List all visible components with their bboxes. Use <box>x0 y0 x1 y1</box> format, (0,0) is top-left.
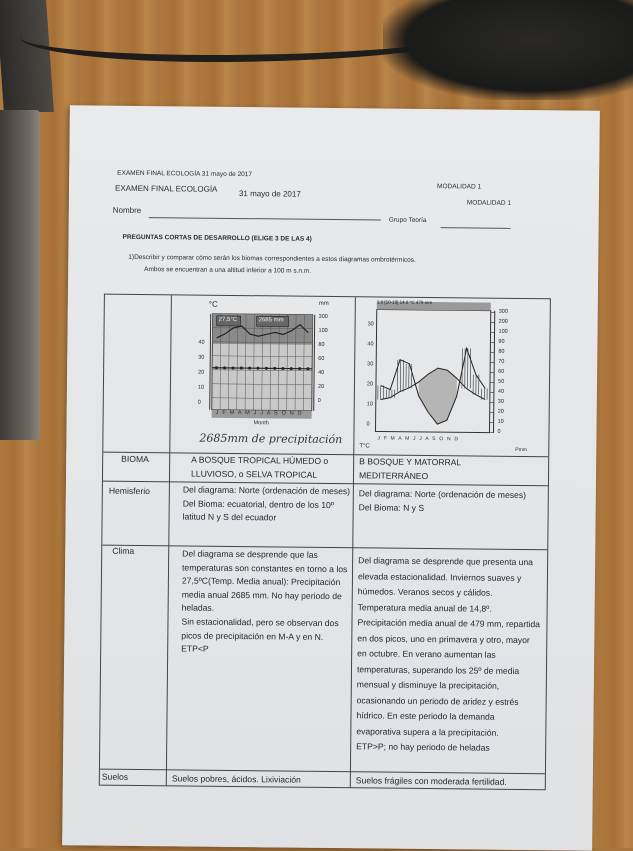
clima-b: Del diagrama se desprende que presenta una elevada estacionalidad. Inviernos suaves y húmedos. Veranos secos y cálidos. Temperatura media anual de 14,8º. Precipitación media anual de 479 mm, repartida en dos picos, uno en primavera y otro, mayor en octubre. En verano aumentan las temperaturas, superando los 25º de media mensual y disminuye la precipitación, ocasionando un periodo de aridez y estrés hídrico. En este periodo la demanda evaporativa supera a la precipitación. ETP>P; no hay periodo de heladas <box>356 553 542 756</box>
temp-tick-b: 20 <box>367 381 373 387</box>
precip-tick-a: 300 <box>319 314 328 320</box>
answer-table <box>99 294 551 791</box>
months-a: J F M A M J J A S O N D <box>216 410 303 417</box>
temp-tick-b: 40 <box>367 341 373 347</box>
suelos-a: Suelos pobres, ácidos. Lixiviación <box>172 772 350 787</box>
precip-tick-b: 20 <box>498 409 504 415</box>
precip-tick-a: 40 <box>318 370 324 376</box>
precip-tick-b: 200 <box>499 319 508 325</box>
modalidad: MODALIDAD 1 <box>467 199 511 206</box>
handwritten-note: 2685mm de precipitación <box>199 432 342 446</box>
precip-tick-b: 100 <box>499 329 508 335</box>
clima-a: Del diagrama se desprende que las temperaturas son constantes en torno a los 27,5ºC(Temp. Media anual): Precipitación media anual 2685 mm. No hay periodo de heladas. Sin estacionalidad, pero se observan dos picos de precipitación en M-A y en N. ETP<P <box>181 547 350 658</box>
temp-tick-a: 40 <box>198 340 204 346</box>
nombre-label: Nombre <box>113 206 142 215</box>
temp-unit-a: °C <box>209 300 218 309</box>
precip-tick-b: 30 <box>498 399 504 405</box>
climate-diagram-b <box>357 299 547 451</box>
temp-box-a: 27,5°C <box>219 317 237 323</box>
suelos-b: Suelos frágiles con moderada fertilidad. <box>356 774 542 790</box>
diagram-b-header: 1.8 [10-19] 14.8 °C 479 mm <box>377 299 432 305</box>
grupo-label: Grupo Teoría <box>389 217 427 224</box>
temp-tick-a: 20 <box>198 370 204 376</box>
temp-tick-b: 30 <box>367 361 373 367</box>
label-hemisferio: Hemisferio <box>109 485 150 499</box>
months-b: J F M A M J J A S O N D <box>377 435 459 442</box>
hemisferio-a: Del diagrama: Norte (ordenación de meses) Del Bioma: ecuatorial, dentro de los 10º latitud N y S del ecuador <box>183 483 351 526</box>
grupo-line <box>441 227 511 229</box>
exam-title: EXAMEN FINAL ECOLOGÍA <box>115 184 217 194</box>
hemisferio-b: Del diagrama: Norte (ordenación de meses) Del Bioma: N y S <box>359 487 537 516</box>
temp-tick-b: 30 <box>368 321 374 327</box>
small-title: EXAMEN FINAL ECOLOGÍA 31 mayo de 2017 <box>117 170 252 178</box>
precip-unit-a: mm <box>319 301 329 307</box>
precip-tick-b: 10 <box>498 419 504 425</box>
month-label-a: Month <box>254 420 269 426</box>
temp-tick-a: 0 <box>198 400 201 406</box>
small-modalidad: MODALIDAD 1 <box>437 183 481 190</box>
x-unit-b: Pmm <box>515 447 527 453</box>
section-title: PREGUNTAS CORTAS DE DESARROLLO (ELIGE 3 DE LAS 4) <box>122 234 311 243</box>
nombre-line <box>149 217 381 220</box>
black-bag <box>383 0 633 100</box>
precip-tick-b: 70 <box>498 359 504 365</box>
precip-tick-b: 0 <box>497 429 500 435</box>
temp-tick-b: 0 <box>367 421 370 427</box>
precip-tick-b: 90 <box>498 339 504 345</box>
temp-tick-a: 10 <box>198 385 204 391</box>
label-bioma: BIOMA <box>121 453 149 467</box>
precip-box-a: 2685 mm <box>259 317 284 323</box>
bioma-a: A BOSQUE TROPICAL HÚMEDO o LLUVIOSO, o SELVA TROPICAL <box>191 454 343 483</box>
precip-tick-b: 50 <box>498 379 504 385</box>
precip-tick-b: 40 <box>498 389 504 395</box>
precip-tick-b: 300 <box>499 309 508 315</box>
question-line-2: Ambos se encuentran a una altitud inferior a 100 m s.n.m. <box>144 266 311 275</box>
precip-tick-a: 20 <box>318 384 324 390</box>
exam-date: 31 mayo de 2017 <box>239 189 301 199</box>
question-line-1: 1)Describir y comparar cómo serán los biomas correspondientes a estos diagramas ombrotérmicos. <box>128 254 416 264</box>
bioma-b: B BOSQUE Y MATORRAL MEDITERRÁNEO <box>359 455 509 484</box>
temp-tick-b: 10 <box>367 401 373 407</box>
laptop-edge <box>0 110 40 440</box>
precip-tick-a: 80 <box>318 342 324 348</box>
precip-tick-a: 100 <box>319 328 328 334</box>
exam-sheet <box>62 105 600 851</box>
precip-tick-b: 80 <box>498 349 504 355</box>
precip-tick-a: 60 <box>318 356 324 362</box>
precip-tick-b: 60 <box>498 369 504 375</box>
temp-tick-a: 30 <box>198 355 204 361</box>
label-clima: Clima <box>112 545 134 559</box>
y-unit-b: T°C <box>359 443 369 449</box>
label-suelos: Suelos <box>102 771 128 785</box>
precip-tick-a: 0 <box>318 398 321 404</box>
